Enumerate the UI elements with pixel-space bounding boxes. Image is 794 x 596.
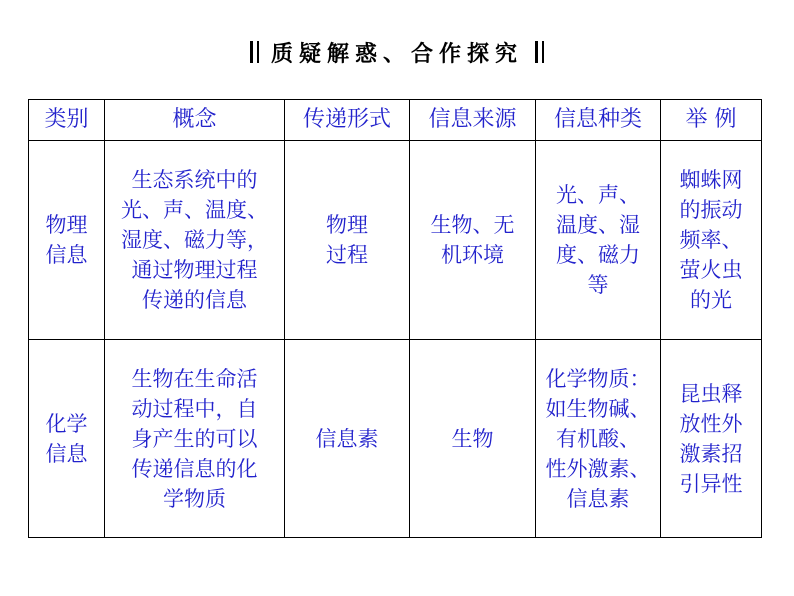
cell-example: 昆虫释 放性外 激素招 引异性 xyxy=(661,340,762,538)
table-row xyxy=(29,141,762,340)
cell-kinds: 光、声、 温度、湿 度、磁力 等 xyxy=(536,141,661,340)
cell-concept: 生物在生命活 动过程中，自 身产生的可以 传递信息的化 学物质 xyxy=(105,340,285,538)
title-left-bar-icon xyxy=(250,41,253,63)
table-header-row xyxy=(29,100,762,141)
section-title-bar xyxy=(0,32,794,72)
cell-concept: 生态系统中的 光、声、温度、 湿度、磁力等， 通过物理过程 传递的信息 xyxy=(105,141,285,340)
header-concept: 概念 xyxy=(105,100,285,141)
header-information-kinds: 信息种类 xyxy=(536,100,661,141)
header-transmission-form: 传递形式 xyxy=(285,100,410,141)
information-types-table xyxy=(28,99,762,538)
cell-form: 信息素 xyxy=(285,340,410,538)
cell-form: 物理 过程 xyxy=(285,141,410,340)
title-left-bar-icon xyxy=(257,41,259,63)
title-right-bar-icon xyxy=(542,41,544,63)
table-row xyxy=(29,340,762,538)
cell-kinds: 化学物质： 如生物碱、 有机酸、 性外激素、 信息素 xyxy=(536,340,661,538)
header-information-source: 信息来源 xyxy=(410,100,536,141)
section-title: 质疑解惑、合作探究 xyxy=(270,41,523,67)
cell-example: 蜘蛛网 的振动 频率、 萤火虫 的光 xyxy=(661,141,762,340)
cell-source: 生物 xyxy=(410,340,536,538)
cell-category: 化学 信息 xyxy=(29,340,105,538)
header-category: 类别 xyxy=(29,100,105,141)
cell-category: 物理 信息 xyxy=(29,141,105,340)
header-examples: 举 例 xyxy=(661,100,762,141)
cell-source: 生物、无 机环境 xyxy=(410,141,536,340)
title-right-bar-icon xyxy=(535,41,538,63)
